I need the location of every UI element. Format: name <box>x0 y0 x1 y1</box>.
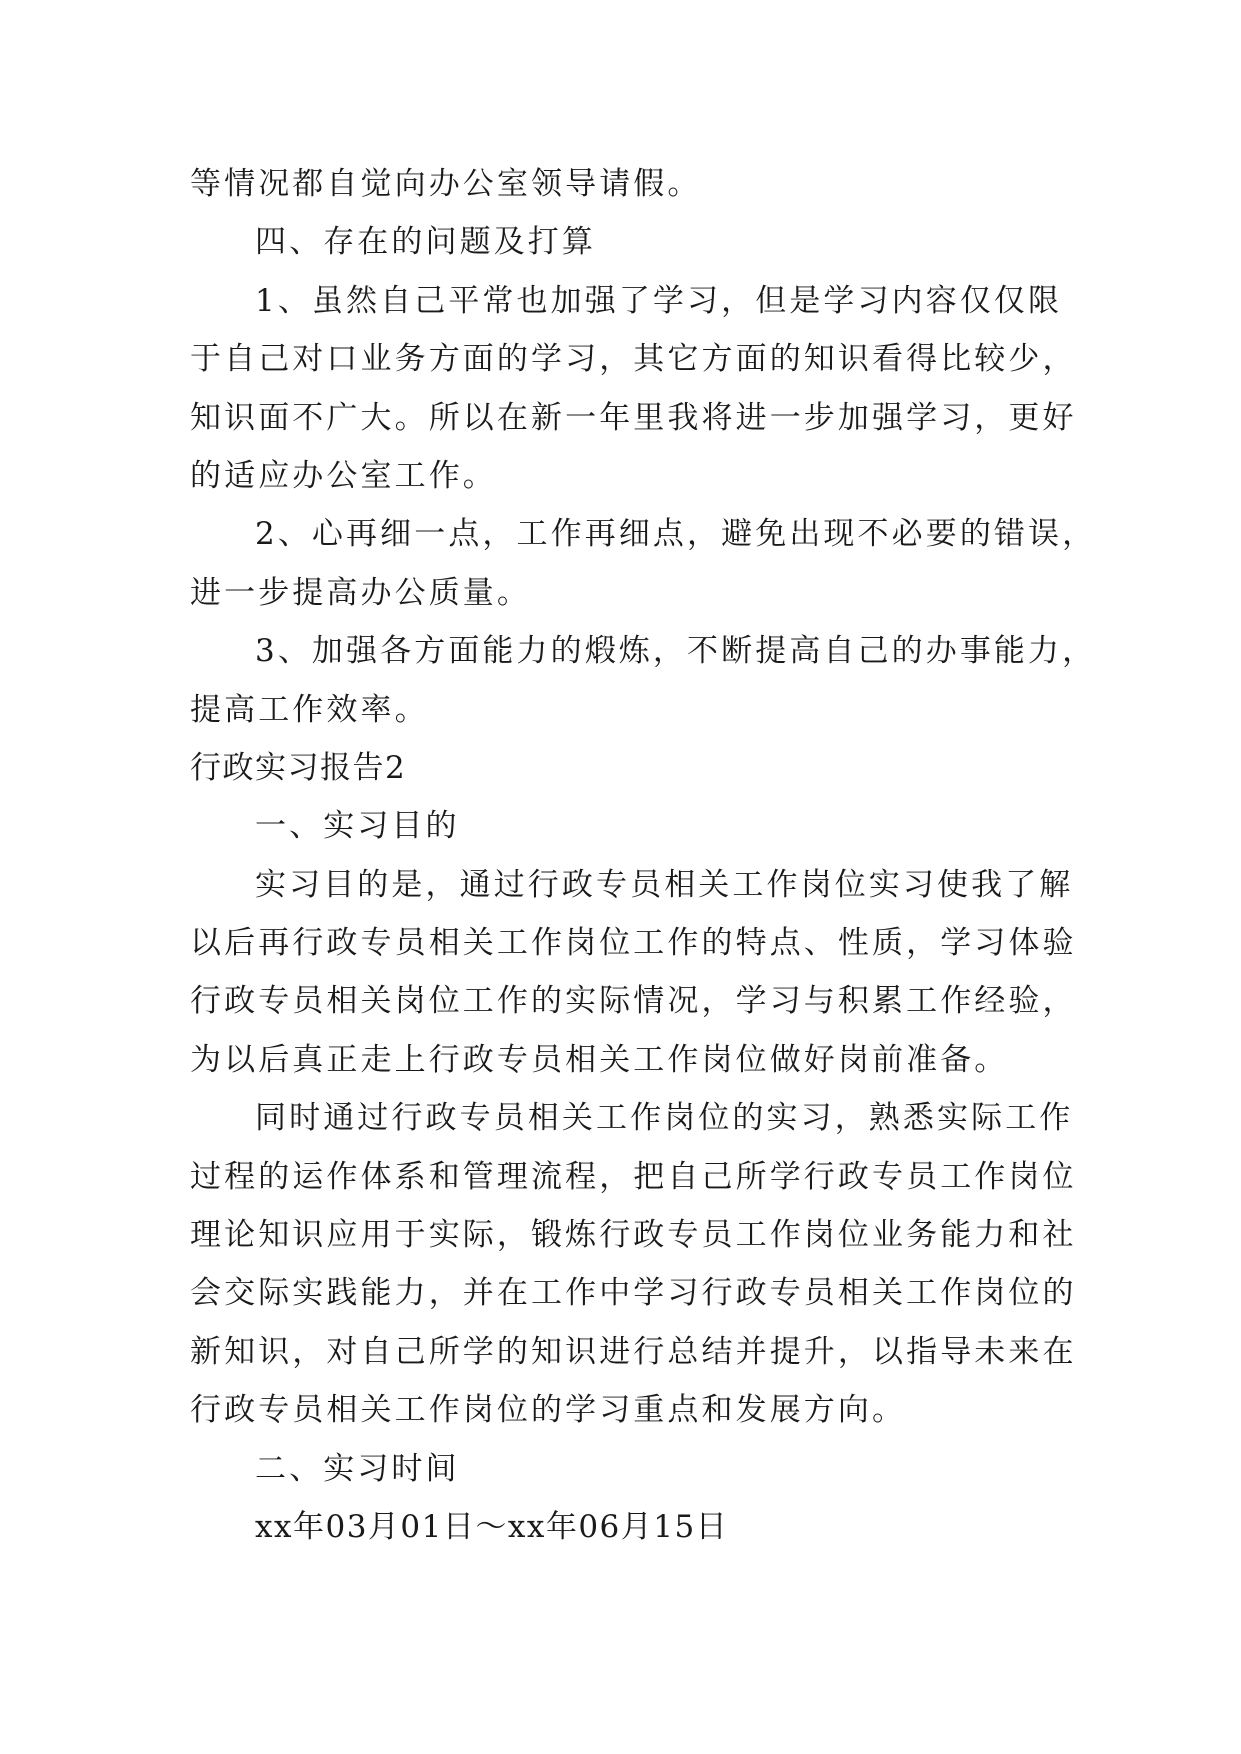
paragraph-line: 新知识，对自己所学的知识进行总结并提升，以指导未来在 <box>190 1333 1077 1370</box>
paragraph-line: 等情况都自觉向办公室领导请假。 <box>190 166 702 202</box>
report-title: 行政实习报告2 <box>190 749 407 786</box>
paragraph-line: 的适应办公室工作。 <box>190 457 497 494</box>
section-heading-purpose: 一、实习目的 <box>255 808 460 845</box>
paragraph-line: 1、虽然自己平常也加强了学习，但是学习内容仅仅限 <box>255 282 1063 319</box>
paragraph-line: 3、加强各方面能力的煅炼，不断提高自己的办事能力， <box>255 633 1097 670</box>
paragraph-line: 2、心再细一点，工作再细点，避免出现不必要的错误， <box>255 516 1097 553</box>
paragraph-line: 同时通过行政专员相关工作岗位的实习，熟悉实际工作 <box>255 1100 1074 1137</box>
paragraph-line: 实习目的是，通过行政专员相关工作岗位实习使我了解 <box>255 866 1074 903</box>
paragraph-line: 为以后真正走上行政专员相关工作岗位做好岗前准备。 <box>190 1041 1009 1078</box>
document-body <box>190 155 1097 1556</box>
section-heading-problems: 四、存在的问题及打算 <box>255 224 596 261</box>
section-heading-time: 二、实习时间 <box>255 1450 460 1487</box>
paragraph-line: 行政专员相关岗位工作的实际情况，学习与积累工作经验， <box>190 983 1077 1020</box>
paragraph-line: 知识面不广大。所以在新一年里我将进一步加强学习，更好 <box>190 399 1077 436</box>
paragraph-line: 会交际实践能力，并在工作中学习行政专员相关工作岗位的 <box>190 1275 1077 1312</box>
paragraph-line: 过程的运作体系和管理流程，把自己所学行政专员工作岗位 <box>190 1158 1077 1195</box>
paragraph-line: 提高工作效率。 <box>190 691 429 728</box>
paragraph-line: 理论知识应用于实际，锻炼行政专员工作岗位业务能力和社 <box>190 1217 1077 1254</box>
paragraph-line: 以后再行政专员相关工作岗位工作的特点、性质，学习体验 <box>190 925 1077 962</box>
internship-date-range: xx年03月01日～xx年06月15日 <box>255 1508 729 1545</box>
paragraph-line: 于自己对口业务方面的学习，其它方面的知识看得比较少， <box>190 341 1077 378</box>
paragraph-line: 行政专员相关工作岗位的学习重点和发展方向。 <box>190 1392 907 1429</box>
paragraph-line: 进一步提高办公质量。 <box>190 574 531 611</box>
